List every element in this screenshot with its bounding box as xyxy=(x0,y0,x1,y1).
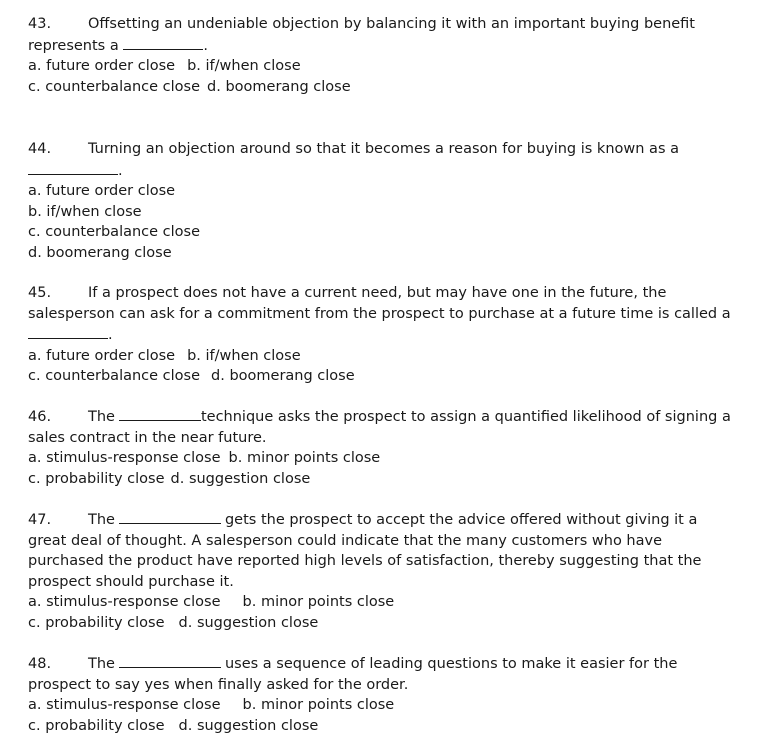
question-46 xyxy=(28,406,753,489)
question-43-stem xyxy=(28,14,753,35)
option-d: d. suggestion close xyxy=(170,470,311,487)
question-46-options-row2 xyxy=(28,469,753,490)
option-a: a. stimulus-response close xyxy=(28,594,221,611)
question-48-options-row1 xyxy=(28,695,753,716)
question-44-option-c-row xyxy=(28,222,753,243)
question-45-options-row2 xyxy=(28,366,753,387)
question-47-text-line4: prospect should purchase it. xyxy=(28,573,234,590)
option-c: c. probability close xyxy=(28,614,165,631)
option-c: c. counterbalance close xyxy=(28,78,201,95)
answer-blank xyxy=(123,35,203,50)
question-45-text-line2: salesperson can ask for a commitment from the prospect to purchase at a future time is called a xyxy=(28,305,731,322)
question-48-stem-line2 xyxy=(28,675,753,696)
question-47-stem-line2 xyxy=(28,531,753,552)
question-45-stem-line3 xyxy=(28,324,753,346)
question-43-number: 43. xyxy=(28,16,52,32)
question-46-text-after: technique asks the prospect to assign a quantified likelihood of signing a xyxy=(200,409,731,425)
question-44-option-d-row xyxy=(28,243,753,264)
option-b: b. minor points close xyxy=(242,697,395,714)
option-d: d. boomerang close xyxy=(28,244,172,261)
question-46-options-row1 xyxy=(28,448,753,469)
option-d: d. suggestion close xyxy=(178,717,319,734)
option-c: c. counterbalance close xyxy=(28,224,201,241)
question-47-stem-line4 xyxy=(28,572,753,593)
answer-blank xyxy=(119,509,221,524)
question-46-stem-line2 xyxy=(28,428,753,449)
question-46-stem xyxy=(28,406,753,428)
option-a: a. future order close xyxy=(28,58,176,75)
question-47 xyxy=(28,509,753,634)
question-47-stem-line3 xyxy=(28,551,753,572)
question-47-text-after: gets the prospect to accept the advice offered without giving it a xyxy=(224,512,698,528)
option-d: d. boomerang close xyxy=(211,368,355,385)
option-b: b. minor points close xyxy=(228,450,381,467)
question-47-text-before: The xyxy=(88,512,115,528)
question-47-text-line2: great deal of thought. A salesperson could indicate that the many customers who have xyxy=(28,532,662,549)
question-43-text: Offsetting an undeniable objection by balancing it with an important buying benefit xyxy=(88,16,695,32)
question-44-text: Turning an objection around so that it becomes a reason for buying is known as a xyxy=(88,141,679,157)
question-45 xyxy=(28,283,753,387)
question-48-number: 48. xyxy=(28,656,52,672)
question-47-stem xyxy=(28,509,753,531)
question-46-text-line2: sales contract in the near future. xyxy=(28,429,267,446)
question-47-options-row1 xyxy=(28,592,753,613)
question-44-option-b-row xyxy=(28,202,753,223)
question-45-text: If a prospect does not have a current need, but may have one in the future, the xyxy=(88,285,667,301)
option-c: c. counterbalance close xyxy=(28,368,201,385)
question-45-number: 45. xyxy=(28,285,52,301)
option-b: b. minor points close xyxy=(242,594,395,611)
question-44-stem xyxy=(28,139,753,160)
question-48 xyxy=(28,653,753,736)
question-45-stem xyxy=(28,283,753,304)
answer-blank xyxy=(28,160,118,175)
question-44 xyxy=(28,139,753,264)
question-44-stem-line2 xyxy=(28,160,753,182)
question-45-stem-line2 xyxy=(28,304,753,325)
option-a: a. future order close xyxy=(28,347,176,364)
option-b: b. if/when close xyxy=(28,203,142,220)
question-48-stem xyxy=(28,653,753,675)
question-43-options-row2 xyxy=(28,77,753,98)
option-c: c. probability close xyxy=(28,717,165,734)
question-48-text-before: The xyxy=(88,656,115,672)
question-43-stem-line2 xyxy=(28,35,753,57)
answer-blank xyxy=(119,653,221,668)
answer-blank xyxy=(119,406,201,421)
question-48-options-row2 xyxy=(28,716,753,737)
question-44-option-a-row xyxy=(28,181,753,202)
option-d: d. suggestion close xyxy=(178,614,319,631)
question-44-period: . xyxy=(118,162,123,179)
option-b: b. if/when close xyxy=(187,58,301,75)
option-b: b. if/when close xyxy=(187,347,301,364)
question-43-options-row1 xyxy=(28,56,753,77)
question-45-period: . xyxy=(108,327,113,344)
question-46-text-before: The xyxy=(88,409,115,425)
option-d: d. boomerang close xyxy=(207,78,351,95)
question-48-text-line2: prospect to say yes when finally asked for the order. xyxy=(28,676,409,693)
option-a: a. stimulus-response close xyxy=(28,450,221,467)
question-43-period: . xyxy=(203,37,208,54)
answer-blank xyxy=(28,324,108,339)
option-a: a. stimulus-response close xyxy=(28,697,221,714)
question-43-text-line2: represents a xyxy=(28,37,119,54)
question-47-options-row2 xyxy=(28,613,753,634)
question-47-text-line3: purchased the product have reported high levels of satisfaction, thereby suggesting that the xyxy=(28,553,702,570)
question-43 xyxy=(28,14,753,97)
question-44-number: 44. xyxy=(28,141,52,157)
question-48-text-after: uses a sequence of leading questions to make it easier for the xyxy=(224,656,678,672)
question-46-number: 46. xyxy=(28,409,52,425)
option-c: c. probability close xyxy=(28,470,165,487)
question-45-options-row1 xyxy=(28,346,753,367)
question-47-number: 47. xyxy=(28,512,52,528)
option-a: a. future order close xyxy=(28,183,176,200)
